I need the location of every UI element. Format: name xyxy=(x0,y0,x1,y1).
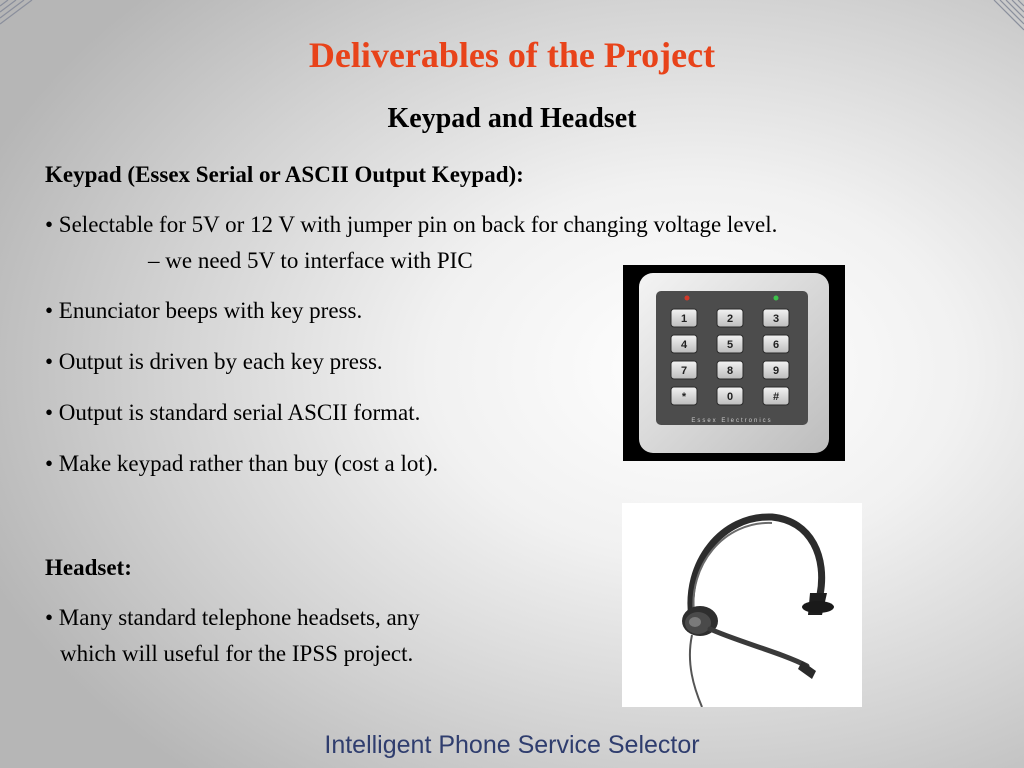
keypad-photo xyxy=(623,265,845,461)
keypad-heading: Keypad (Essex Serial or ASCII Output Keypad): xyxy=(45,162,524,187)
bullet-voltage-subpoint: – we need 5V to interface with PIC xyxy=(148,248,473,273)
keypad-key-label: 6 xyxy=(772,339,780,351)
keypad-key-label: 3 xyxy=(772,313,780,325)
bullet-make-keypad: • Make keypad rather than buy (cost a lot). xyxy=(45,451,439,476)
keypad-key-label: * xyxy=(681,391,687,403)
headset-bullet-line-1: • Many standard telephone headsets, any xyxy=(45,605,420,630)
slide-title: Deliverables of the Project xyxy=(308,35,716,75)
footer-title: Intelligent Phone Service Selector xyxy=(324,731,700,759)
slide-subtitle: Keypad and Headset xyxy=(387,103,637,134)
headset-heading: Headset: xyxy=(45,555,132,580)
keypad-key-label: 1 xyxy=(680,313,688,325)
bullet-output-driven: • Output is driven by each key press. xyxy=(45,349,383,374)
keypad-key-label: 5 xyxy=(726,339,734,351)
bullet-voltage: • Selectable for 5V or 12 V with jumper pin on back for changing voltage level. xyxy=(45,212,778,237)
keypad-key-label: 7 xyxy=(680,365,688,377)
bullet-enunciator: • Enunciator beeps with key press. xyxy=(45,298,363,323)
headset-bullet-line-2: which will useful for the IPSS project. xyxy=(60,641,414,666)
keypad-brand-label: Essex Electronics xyxy=(691,418,773,424)
keypad-key-label: # xyxy=(772,391,780,403)
keypad-key-label: 9 xyxy=(772,365,780,377)
headset-photo xyxy=(622,503,862,707)
keypad-key-label: 4 xyxy=(680,339,688,351)
keypad-key-label: 0 xyxy=(726,391,734,403)
keypad-key-label: 2 xyxy=(726,313,734,325)
bullet-output-format: • Output is standard serial ASCII format. xyxy=(45,400,421,425)
keypad-key-label: 8 xyxy=(726,365,734,377)
